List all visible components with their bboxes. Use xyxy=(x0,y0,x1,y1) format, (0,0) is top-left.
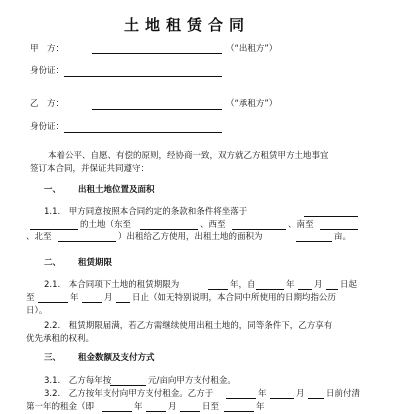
section-1-heading: 出租土地位置及面积 xyxy=(78,185,155,195)
location-field-b[interactable] xyxy=(30,229,78,230)
clause-1-1-east-label: 的土地（东至 xyxy=(80,220,132,230)
preamble-line-1: 本着公平、自愿、有偿的原则，经协商一致，双方就乙方租赁甲方土地事宜 xyxy=(48,151,329,161)
land-area-field[interactable] xyxy=(296,241,332,242)
clause-2-1-d: 月 xyxy=(314,280,323,290)
clause-1-1-north-label: 、北至 xyxy=(26,232,52,242)
party-a-id-field[interactable] xyxy=(64,76,222,77)
clause-3-2-h: 日至 xyxy=(202,402,220,412)
annual-rent-field[interactable] xyxy=(110,385,146,386)
north-boundary-field[interactable] xyxy=(58,241,116,242)
party-a-role-note: （“出租方”） xyxy=(226,44,278,54)
location-field-a[interactable] xyxy=(304,216,358,217)
first-year-start-day-field[interactable] xyxy=(180,411,200,412)
party-b-id-label: 身份证： xyxy=(30,122,65,132)
clause-2-1-a: 2.1. 本合同项下土地的租赁期限为 xyxy=(44,280,180,290)
clause-2-1-g: 年 xyxy=(70,293,79,303)
clause-3-2-a: 3.2. 乙方按年支付向甲方支付租金。乙方于 xyxy=(44,389,214,399)
clause-3-2-b: 年 xyxy=(258,389,267,399)
clause-2-1-b: 年，自 xyxy=(230,280,256,290)
clause-3-2-i: 年 xyxy=(256,402,265,412)
first-year-start-year-field[interactable] xyxy=(102,411,132,412)
end-year-field[interactable] xyxy=(38,302,68,303)
clause-1-1-line-1: 1.1. 甲方同意按照本合同约定的条款和条件将坐落于 xyxy=(44,207,248,217)
clause-2-1-f: 至 xyxy=(26,293,35,303)
section-1-number: 一、 xyxy=(44,185,62,195)
section-2-heading: 租赁期限 xyxy=(78,258,113,268)
section-3-number: 三、 xyxy=(44,353,62,363)
payment-month-field[interactable] xyxy=(270,398,294,399)
clause-2-2-line-2: 优先承租的权利。 xyxy=(26,334,95,344)
first-year-start-month-field[interactable] xyxy=(146,411,166,412)
clause-3-2-e: 第一年的租金（即 xyxy=(26,402,95,412)
end-month-field[interactable] xyxy=(82,302,102,303)
party-b-name-field[interactable] xyxy=(92,109,222,110)
clause-2-1-i: 日止（如无特别说明，本合同中所使用的日期均指公历 xyxy=(132,293,337,303)
clause-2-1-e: 日起 xyxy=(340,280,358,290)
document-title: 土地租赁合同 xyxy=(124,16,251,34)
lease-term-years-field[interactable] xyxy=(208,289,228,290)
west-boundary-field[interactable] xyxy=(232,229,286,230)
clause-2-2-line-1: 2.2. 租赁期限届满，若乙方需继续使用出租土地的，同等条件下，乙方享有 xyxy=(44,321,333,331)
party-b-id-field[interactable] xyxy=(64,132,222,133)
payment-day-field[interactable] xyxy=(308,398,324,399)
clause-2-1-j: 日）。 xyxy=(26,306,48,316)
section-3-heading: 租金数额及支付方式 xyxy=(78,353,155,363)
first-year-end-year-field[interactable] xyxy=(224,411,254,412)
clause-1-1-south-label: 、南至 xyxy=(288,220,314,230)
clause-2-1-c: 年 xyxy=(286,280,295,290)
start-month-field[interactable] xyxy=(298,289,312,290)
party-b-role-note: （“承租方”） xyxy=(226,99,278,109)
party-b-label: 乙 方： xyxy=(30,99,65,109)
clause-2-1-h: 月 xyxy=(104,293,113,303)
party-a-name-field[interactable] xyxy=(92,53,222,54)
section-2-number: 二、 xyxy=(44,258,62,268)
clause-3-1-b: 元/亩向甲方支付租金。 xyxy=(148,376,236,386)
clause-3-2-g: 月 xyxy=(168,402,177,412)
clause-3-2-c: 月 xyxy=(296,389,305,399)
end-day-field[interactable] xyxy=(116,302,130,303)
start-day-field[interactable] xyxy=(326,289,338,290)
clause-1-1-line-3: ）出租给乙方使用，出租土地的面积为 xyxy=(118,232,263,242)
clause-1-1-west-label: 、西至 xyxy=(200,220,226,230)
clause-3-2-d: 日前付清 xyxy=(326,389,361,399)
party-a-label: 甲 方： xyxy=(30,44,65,54)
payment-year-field[interactable] xyxy=(226,398,256,399)
clause-1-1-unit: 亩。 xyxy=(334,232,352,242)
south-boundary-field[interactable] xyxy=(320,229,358,230)
clause-3-2-f: 年 xyxy=(134,402,143,412)
east-boundary-field[interactable] xyxy=(140,229,198,230)
clause-3-1-a: 3.1. 乙方每年按 xyxy=(44,376,112,386)
party-a-id-label: 身份证： xyxy=(30,66,65,76)
preamble-line-2: 签订本合同，并保证共同遵守： xyxy=(30,164,150,174)
start-year-field[interactable] xyxy=(256,289,284,290)
